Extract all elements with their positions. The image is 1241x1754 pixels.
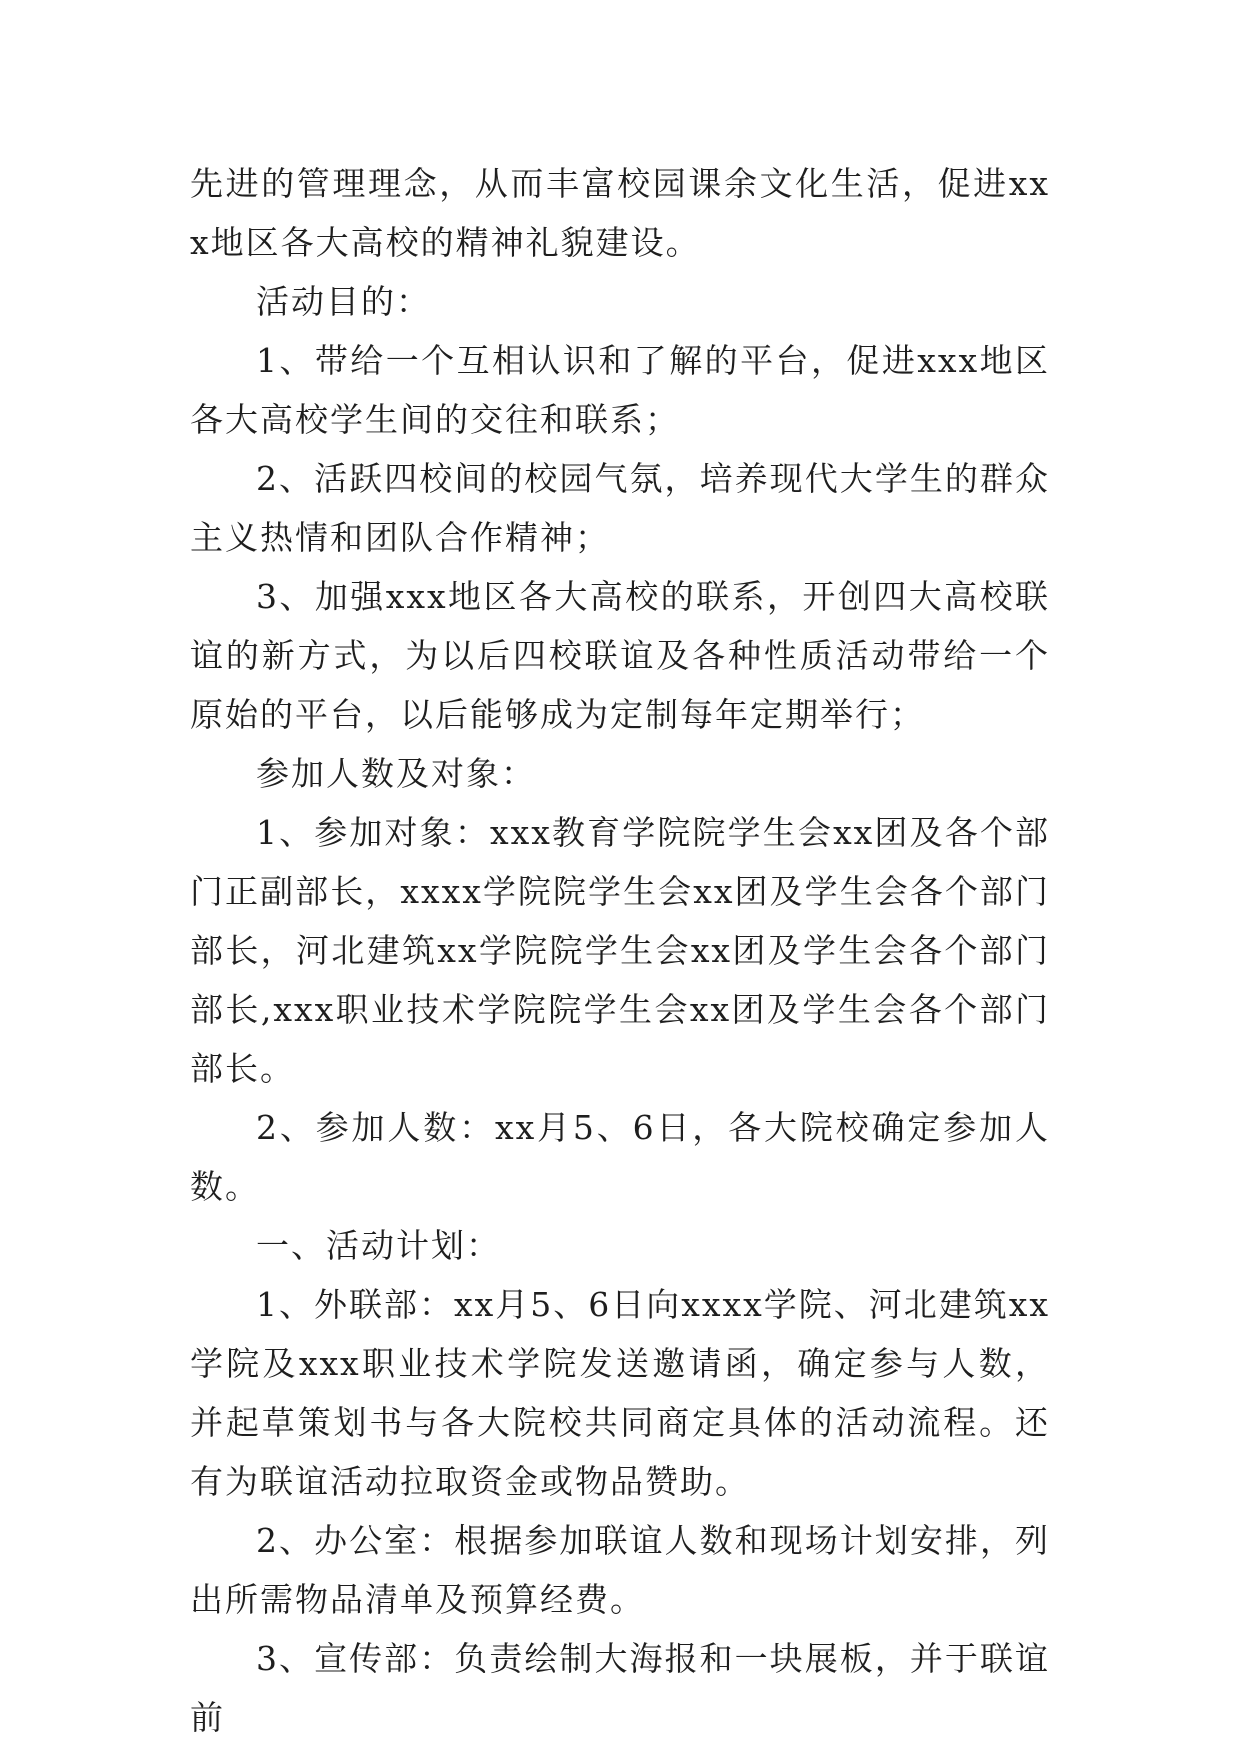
- paragraph-8: 2、参加人数：xx月5、6日，各大院校确定参加人数。: [190, 1108, 1050, 1206]
- document-body: [190, 154, 1050, 1747]
- paragraph-5: 3、加强xxx地区各大高校的联系，开创四大高校联谊的新方式，为以后四校联谊及各种性质活动带给一个原始的平台，以后能够成为定制每年定期举行；: [190, 577, 1050, 734]
- paragraph-1: 先进的管理理念，从而丰富校园课余文化生活，促进xxx地区各大高校的精神礼貌建设。: [190, 164, 1050, 262]
- paragraph-11: 2、办公室：根据参加联谊人数和现场计划安排，列出所需物品清单及预算经费。: [190, 1521, 1050, 1619]
- paragraph-2: 活动目的：: [256, 282, 431, 321]
- paragraph-3: 1、带给一个互相认识和了解的平台，促进xxx地区各大高校学生间的交往和联系；: [190, 341, 1050, 439]
- paragraph-12: 3、宣传部：负责绘制大海报和一块展板，并于联谊前: [190, 1639, 1050, 1737]
- paragraph-9: 一、活动计划：: [256, 1226, 501, 1265]
- paragraph-4: 2、活跃四校间的校园气氛，培养现代大学生的群众主义热情和团队合作精神；: [190, 459, 1050, 557]
- paragraph-6: 参加人数及对象：: [256, 754, 536, 793]
- paragraph-10: 1、外联部：xx月5、6日向xxxx学院、河北建筑xx学院及xxx职业技术学院发送邀请函，确定参与人数，并起草策划书与各大院校共同商定具体的活动流程。还有为联谊活动拉取资金或物品赞助。: [190, 1285, 1050, 1501]
- paragraph-7: 1、参加对象：xxx教育学院院学生会xx团及各个部门正副部长，xxxx学院院学生会xx团及学生会各个部门部长，河北建筑xx学院院学生会xx团及学生会各个部门部长,xxx职业技术学院院学生会xx团及学生会各个部门部长。: [190, 813, 1050, 1088]
